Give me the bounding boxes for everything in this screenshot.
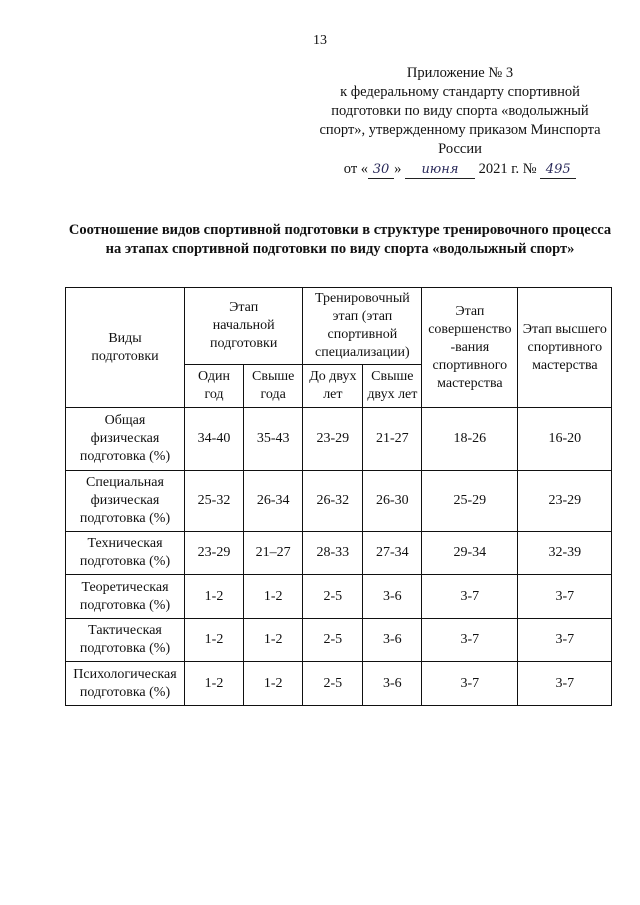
table-cell: 3-6 bbox=[363, 619, 422, 662]
table-cell: 26-30 bbox=[363, 471, 422, 532]
header-initial-2: Свыше года bbox=[244, 365, 303, 408]
table-cell: 1-2 bbox=[185, 662, 244, 706]
row-label: Общая физическая подготовка (%) bbox=[66, 408, 185, 471]
order-year: 2021 г. № bbox=[478, 161, 537, 177]
document-title: Соотношение видов спортивной подготовки в структуре тренировочного процесса на этапах спортивной подготовки по виду спорта «водолыжный спорт» bbox=[68, 222, 612, 257]
order-line bbox=[290, 160, 630, 179]
table-cell: 2-5 bbox=[303, 619, 363, 662]
header-initial-1: Один год bbox=[185, 365, 244, 408]
order-month: июня bbox=[405, 162, 475, 179]
table-cell: 26-34 bbox=[244, 471, 303, 532]
table-cell: 1-2 bbox=[244, 662, 303, 706]
table-row bbox=[66, 662, 612, 706]
table-cell: 21–27 bbox=[244, 532, 303, 575]
header-type: Виды подготовки bbox=[66, 288, 185, 408]
table-cell: 3-6 bbox=[363, 662, 422, 706]
table-cell: 2-5 bbox=[303, 575, 363, 619]
table-row bbox=[66, 575, 612, 619]
table-cell: 2-5 bbox=[303, 662, 363, 706]
table-cell: 27-34 bbox=[363, 532, 422, 575]
table-row bbox=[66, 408, 612, 471]
header-stage-initial: Этап начальной подготовки bbox=[185, 288, 303, 365]
table-cell: 34-40 bbox=[185, 408, 244, 471]
table-cell: 23-29 bbox=[518, 471, 612, 532]
table-cell: 3-7 bbox=[422, 575, 518, 619]
order-day: 30 bbox=[368, 162, 394, 179]
table-cell: 28-33 bbox=[303, 532, 363, 575]
appendix-line: России bbox=[438, 141, 482, 157]
row-label: Специальная физическая подготовка (%) bbox=[66, 471, 185, 532]
row-label: Теоретическая подготовка (%) bbox=[66, 575, 185, 619]
table-cell: 3-7 bbox=[422, 619, 518, 662]
table-cell: 35-43 bbox=[244, 408, 303, 471]
appendix-line: спорт», утвержденному приказом Минспорта bbox=[319, 122, 601, 138]
row-label: Техническая подготовка (%) bbox=[66, 532, 185, 575]
table-cell: 3-7 bbox=[518, 662, 612, 706]
table-cell: 1-2 bbox=[185, 575, 244, 619]
table-cell: 1-2 bbox=[185, 619, 244, 662]
table-cell: 1-2 bbox=[244, 619, 303, 662]
table-cell: 3-7 bbox=[518, 575, 612, 619]
table-row bbox=[66, 471, 612, 532]
header-stage-perfection: Этап совершенство -вания спортивного мастерства bbox=[422, 288, 518, 408]
table-cell: 3-7 bbox=[422, 662, 518, 706]
header-training-2: Свыше двух лет bbox=[363, 365, 422, 408]
table-cell: 25-29 bbox=[422, 471, 518, 532]
table-cell: 25-32 bbox=[185, 471, 244, 532]
table-row bbox=[66, 532, 612, 575]
row-label: Тактическая подготовка (%) bbox=[66, 619, 185, 662]
table-cell: 18-26 bbox=[422, 408, 518, 471]
order-prefix: от « bbox=[343, 161, 369, 177]
page-number: 13 bbox=[313, 33, 327, 48]
table-cell: 29-34 bbox=[422, 532, 518, 575]
appendix-line: подготовки по виду спорта «водолыжный bbox=[331, 103, 589, 119]
row-label: Психологическая подготовка (%) bbox=[66, 662, 185, 706]
table-cell: 3-6 bbox=[363, 575, 422, 619]
table-cell: 16-20 bbox=[518, 408, 612, 471]
table-cell: 21-27 bbox=[363, 408, 422, 471]
order-mid: » bbox=[394, 161, 402, 177]
header-training-1: До двух лет bbox=[303, 365, 363, 408]
header-stage-higher: Этап высшего спортивного мастерства bbox=[518, 288, 612, 408]
appendix-line: к федеральному стандарту спортивной bbox=[340, 84, 580, 100]
table-row bbox=[66, 619, 612, 662]
table-cell: 1-2 bbox=[244, 575, 303, 619]
appendix-block bbox=[290, 64, 630, 179]
table-cell: 23-29 bbox=[303, 408, 363, 471]
appendix-line: Приложение № 3 bbox=[406, 65, 514, 81]
table-cell: 32-39 bbox=[518, 532, 612, 575]
order-number: 495 bbox=[540, 162, 576, 179]
header-stage-training: Тренировочный этап (этап спортивной специализации) bbox=[303, 288, 422, 365]
training-ratio-table bbox=[65, 287, 612, 706]
table-cell: 3-7 bbox=[518, 619, 612, 662]
table-cell: 23-29 bbox=[185, 532, 244, 575]
table-cell: 26-32 bbox=[303, 471, 363, 532]
